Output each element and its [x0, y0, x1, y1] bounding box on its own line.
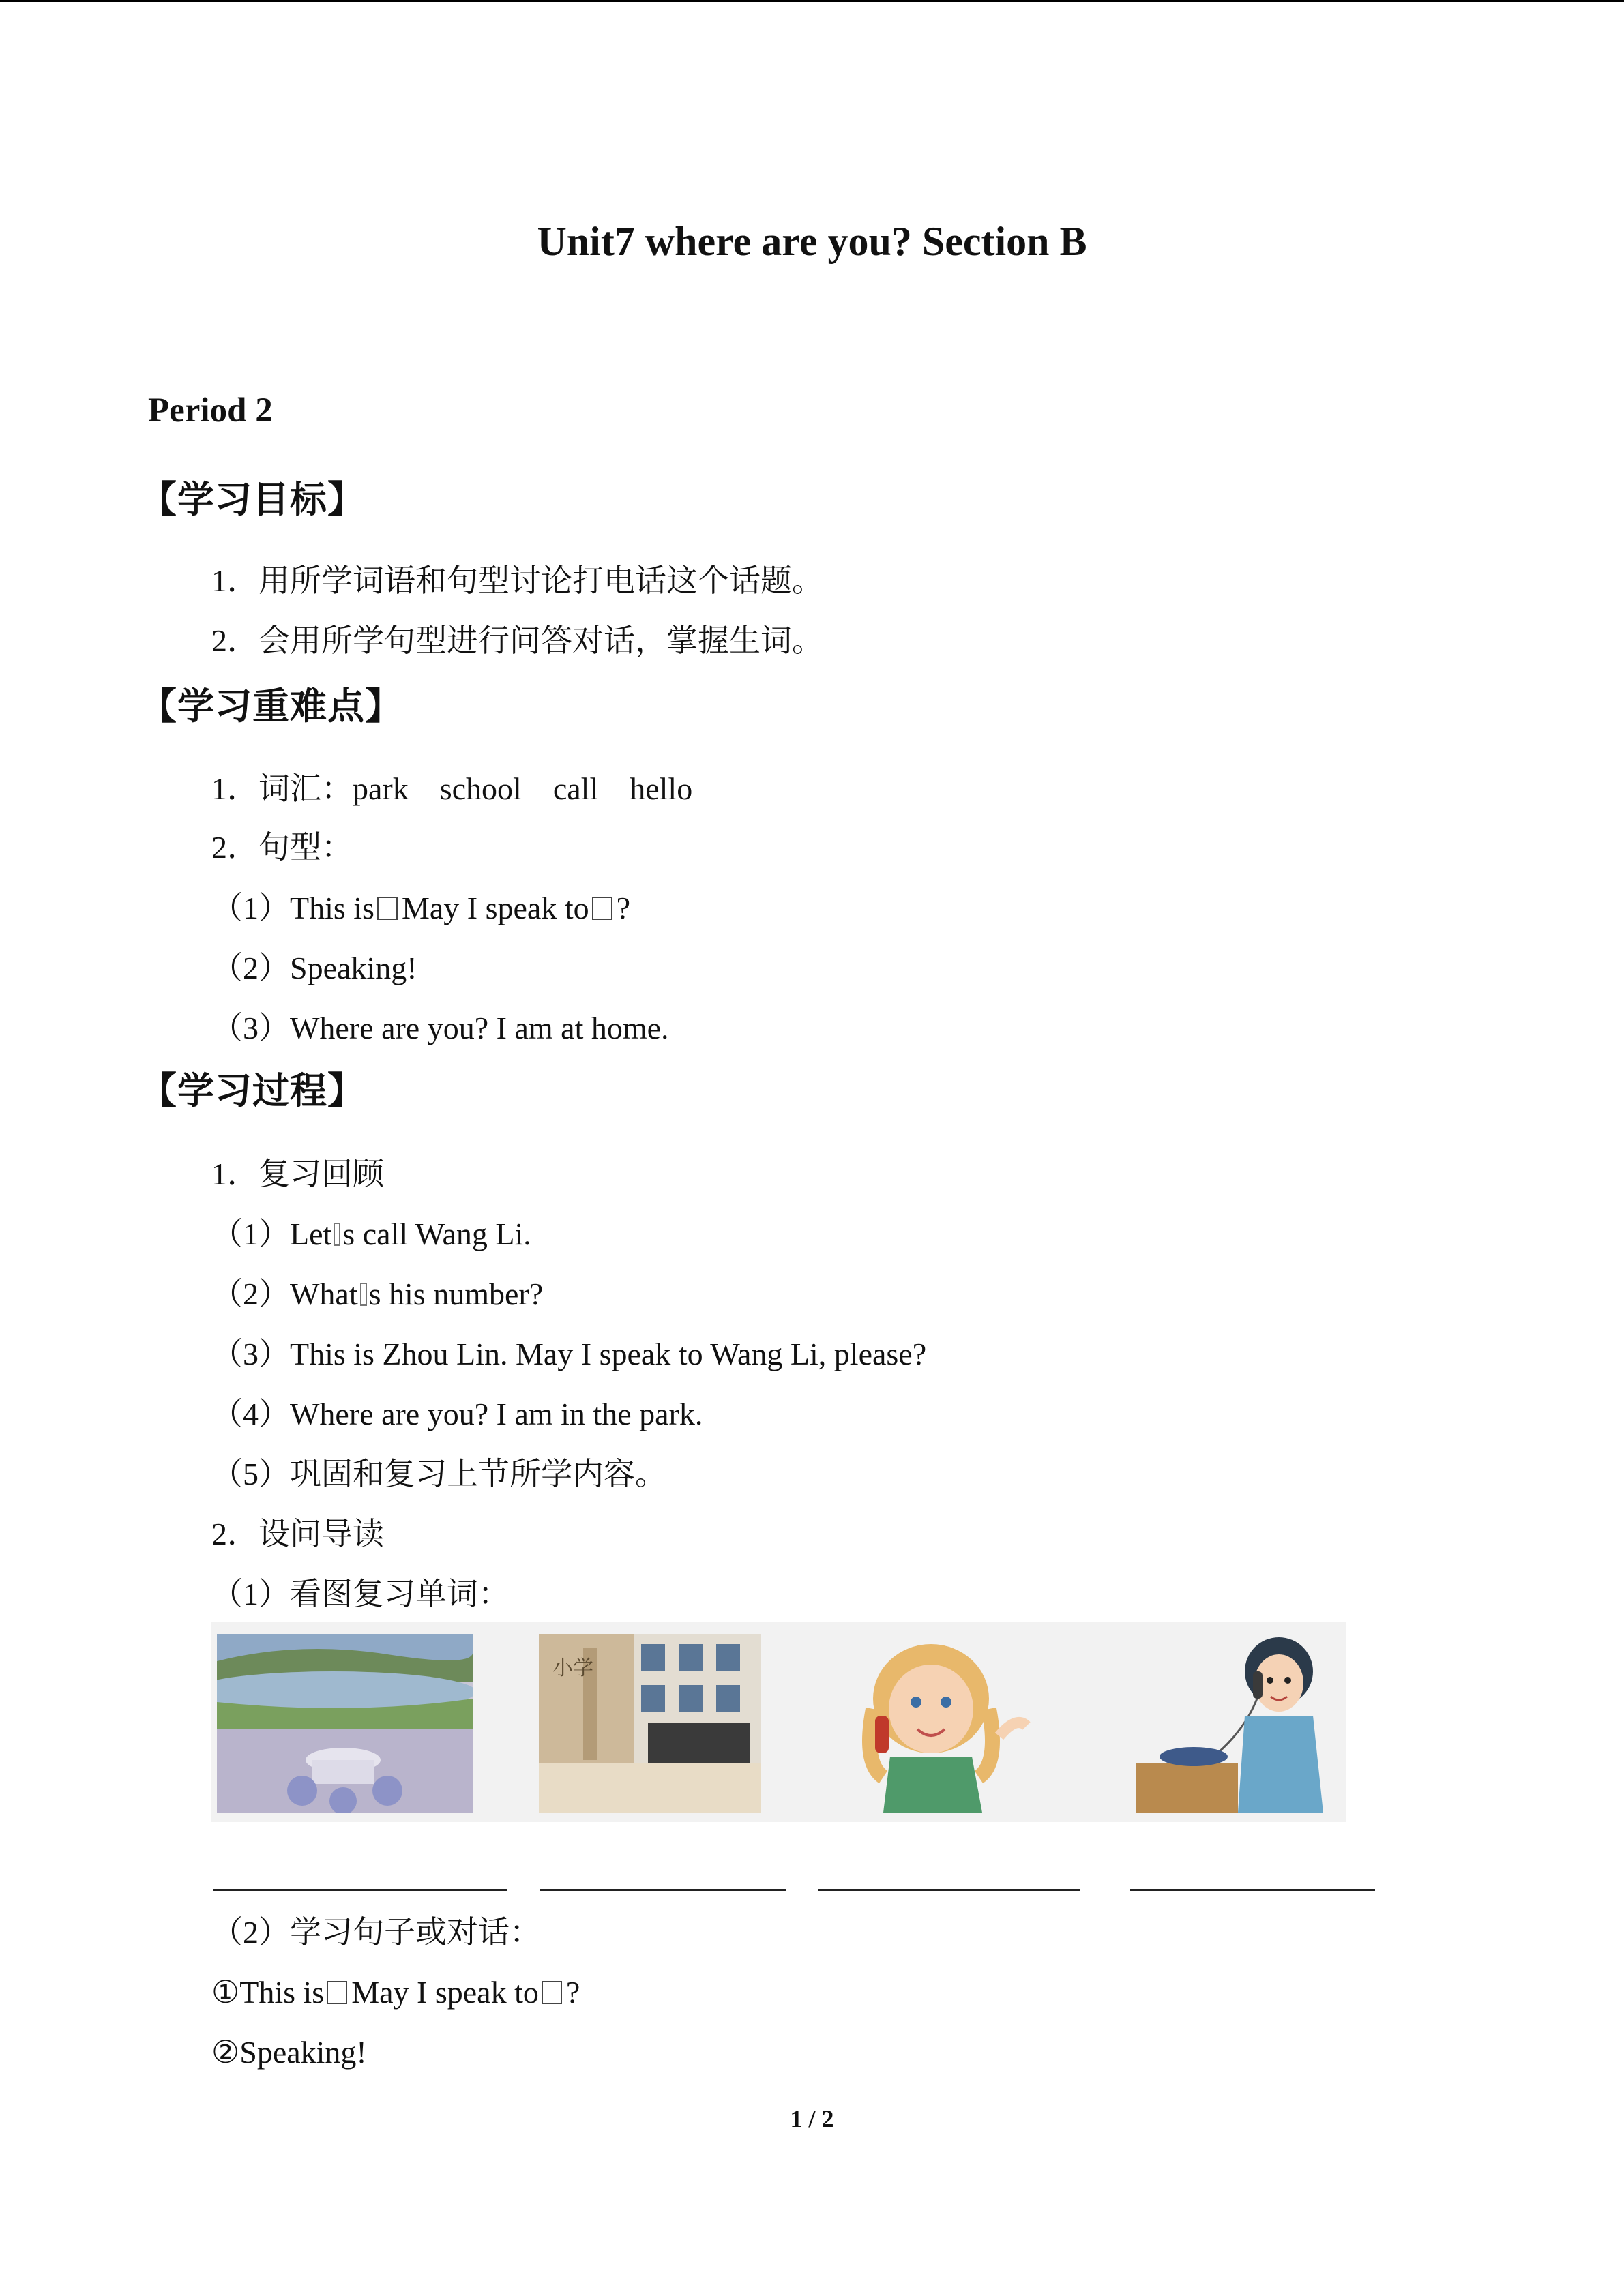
girl-phone-picture: [836, 1634, 1047, 1813]
review-item-2-part-a: （2）What: [211, 1277, 358, 1311]
blank-box-icon: [327, 1981, 347, 2004]
pattern-1-part-a: （1）This is: [211, 891, 374, 925]
blank-box-icon: [542, 1981, 562, 2004]
pattern-2: （2）Speaking!: [211, 951, 417, 985]
pattern-1-part-c: ?: [616, 891, 631, 925]
objective-item-1: 1．用所学词语和句型讨论打电话这个话题。: [211, 563, 823, 598]
answer-blank-4[interactable]: [1130, 1889, 1375, 1891]
page-title: Unit7 where are you? Section B: [537, 219, 1087, 264]
review-label: 1．复习回顾: [211, 1157, 384, 1191]
sentence-2: ②Speaking!: [211, 2035, 367, 2070]
school-building-icon: [539, 1634, 761, 1813]
sentence-1-part-a: ①This is: [211, 1975, 325, 2010]
review-item-4: （4）Where are you? I am in the park.: [211, 1397, 703, 1431]
answer-blank-2[interactable]: [540, 1889, 786, 1891]
pattern-1-part-b: May I speak to: [401, 891, 589, 925]
period-label: Period 2: [148, 391, 273, 430]
review-item-5: （5）巩固和复习上节所学内容。: [211, 1457, 666, 1491]
objective-item-2: 2．会用所学句型进行问答对话，掌握生词。: [211, 623, 823, 658]
review-item-2: [211, 1274, 543, 1315]
park-scene-icon: [217, 1634, 473, 1813]
sentence-1-part-c: ?: [565, 1975, 580, 2010]
answer-blank-3[interactable]: [818, 1889, 1080, 1891]
review-item-1: [211, 1214, 531, 1255]
blank-box-icon: [377, 897, 398, 920]
answer-blank-1[interactable]: [213, 1889, 507, 1891]
guide-label: 2．设问导读: [211, 1517, 384, 1551]
top-border-line: [0, 0, 1624, 2]
guide-item-2: （2）学习句子或对话：: [211, 1915, 541, 1950]
pattern-1: [211, 888, 630, 929]
woman-phone-picture: [1136, 1634, 1340, 1813]
review-item-2-part-b: s his number?: [368, 1277, 544, 1311]
pattern-label: 2．句型：: [211, 830, 353, 865]
school-picture: [539, 1634, 761, 1813]
sentence-1-part-b: May I speak to: [351, 1975, 539, 2010]
pattern-3: （3）Where are you? I am at home.: [211, 1011, 669, 1045]
blank-box-icon: [592, 897, 612, 920]
guide-item-1: （1）看图复习单词：: [211, 1577, 510, 1611]
sentence-1: [211, 1972, 580, 2013]
key-points-heading: 【学习重难点】: [140, 685, 402, 728]
page-number: 1 / 2: [790, 2105, 834, 2132]
review-item-1-part-a: （1）Let: [211, 1217, 332, 1251]
vocabulary-line: 1．词汇：park school call hello: [211, 771, 693, 806]
review-item-3: （3）This is Zhou Lin. May I speak to Wang Li, please?: [211, 1337, 927, 1371]
objectives-heading: 【学习目标】: [140, 478, 365, 521]
woman-calling-icon: [1136, 1634, 1340, 1813]
apostrophe-placeholder-icon: [334, 1223, 340, 1246]
girl-calling-icon: [836, 1634, 1047, 1813]
picture-strip: [211, 1622, 1346, 1822]
process-heading: 【学习过程】: [140, 1069, 365, 1112]
school-sign-text: 小学: [552, 1656, 593, 1680]
apostrophe-placeholder-icon: [360, 1283, 367, 1306]
park-picture: [217, 1634, 473, 1813]
review-item-1-part-b: s call Wang Li.: [342, 1217, 531, 1251]
